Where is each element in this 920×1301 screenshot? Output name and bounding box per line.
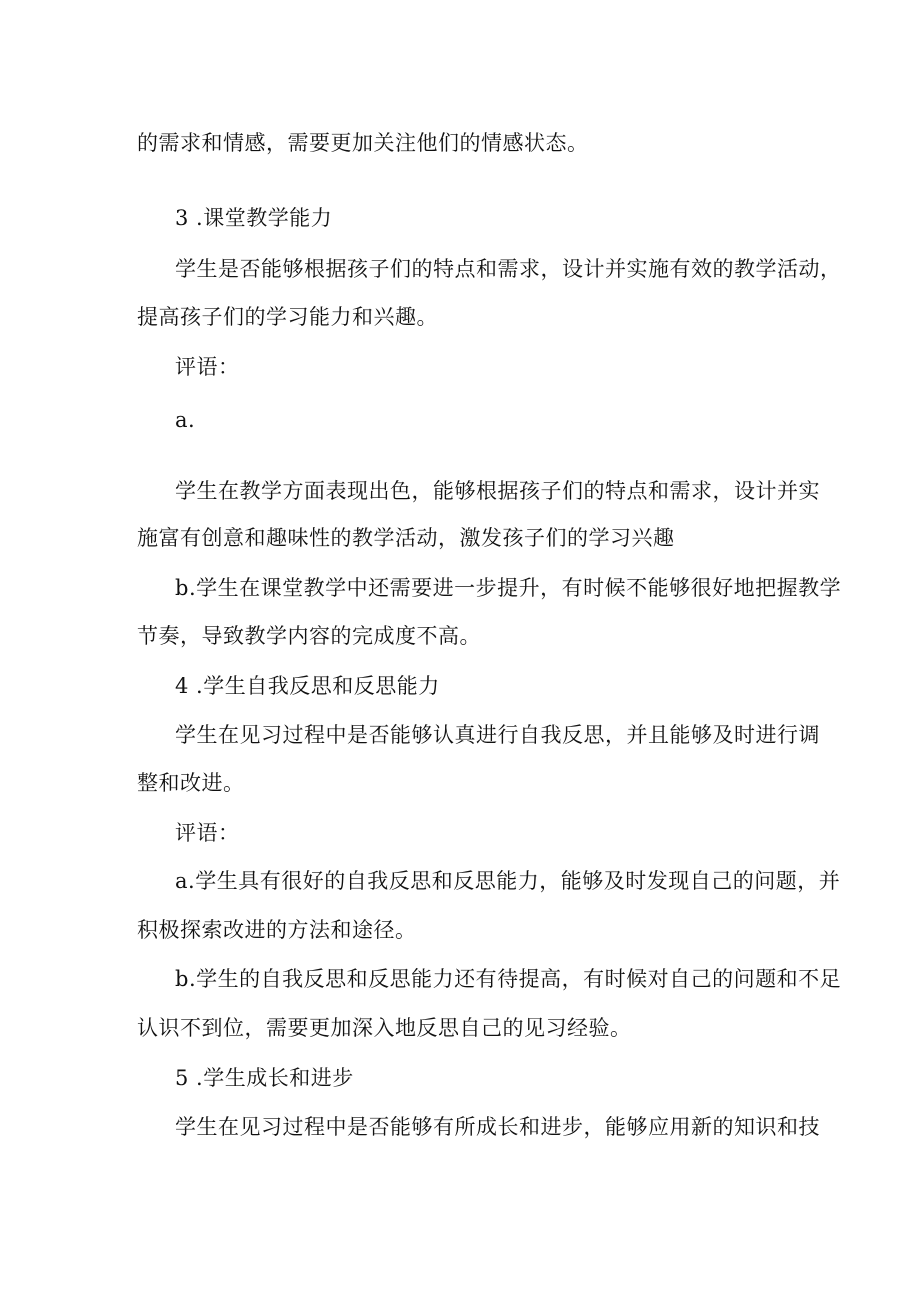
list-marker: a.: [175, 408, 196, 432]
label-comment: 评语：: [175, 821, 240, 845]
text-line: 学生在见习过程中是否能够有所成长和进步，能够应用新的知识和技: [175, 1115, 820, 1139]
text-line: 学生在见习过程中是否能够认真进行自我反思，并且能够及时进行调: [175, 723, 820, 747]
text-line: 整和改进。: [137, 771, 245, 795]
text-line: 提高孩子们的学习能力和兴趣。: [137, 305, 438, 329]
text-line: 积极探索改进的方法和途径。: [137, 918, 417, 942]
text-line: 学生在教学方面表现出色，能够根据孩子们的特点和需求，设计并实: [175, 479, 820, 503]
text-line: 学生是否能够根据孩子们的特点和需求，设计并实施有效的教学活动，: [175, 257, 842, 281]
text-line: a.学生具有很好的自我反思和反思能力，能够及时发现自己的问题，并: [175, 869, 841, 893]
text-line: b.学生在课堂教学中还需要进一步提升，有时候不能够很好地把握教学: [175, 576, 842, 600]
text-line: 节奏，导致教学内容的完成度不高。: [137, 624, 481, 648]
text-line: b.学生的自我反思和反思能力还有待提高，有时候对自己的问题和不足: [175, 967, 842, 991]
text-line: 认识不到位，需要更加深入地反思自己的见习经验。: [137, 1016, 632, 1040]
section-heading: 5 .学生成长和进步: [175, 1066, 354, 1090]
section-heading: 3 .课堂教学能力: [175, 206, 333, 230]
text-line: 的需求和情感，需要更加关注他们的情感状态。: [137, 131, 589, 155]
label-comment: 评语：: [175, 355, 240, 379]
text-line: 施富有创意和趣味性的教学活动，激发孩子们的学习兴趣: [137, 526, 675, 550]
section-heading: 4 .学生自我反思和反思能力: [175, 674, 440, 698]
